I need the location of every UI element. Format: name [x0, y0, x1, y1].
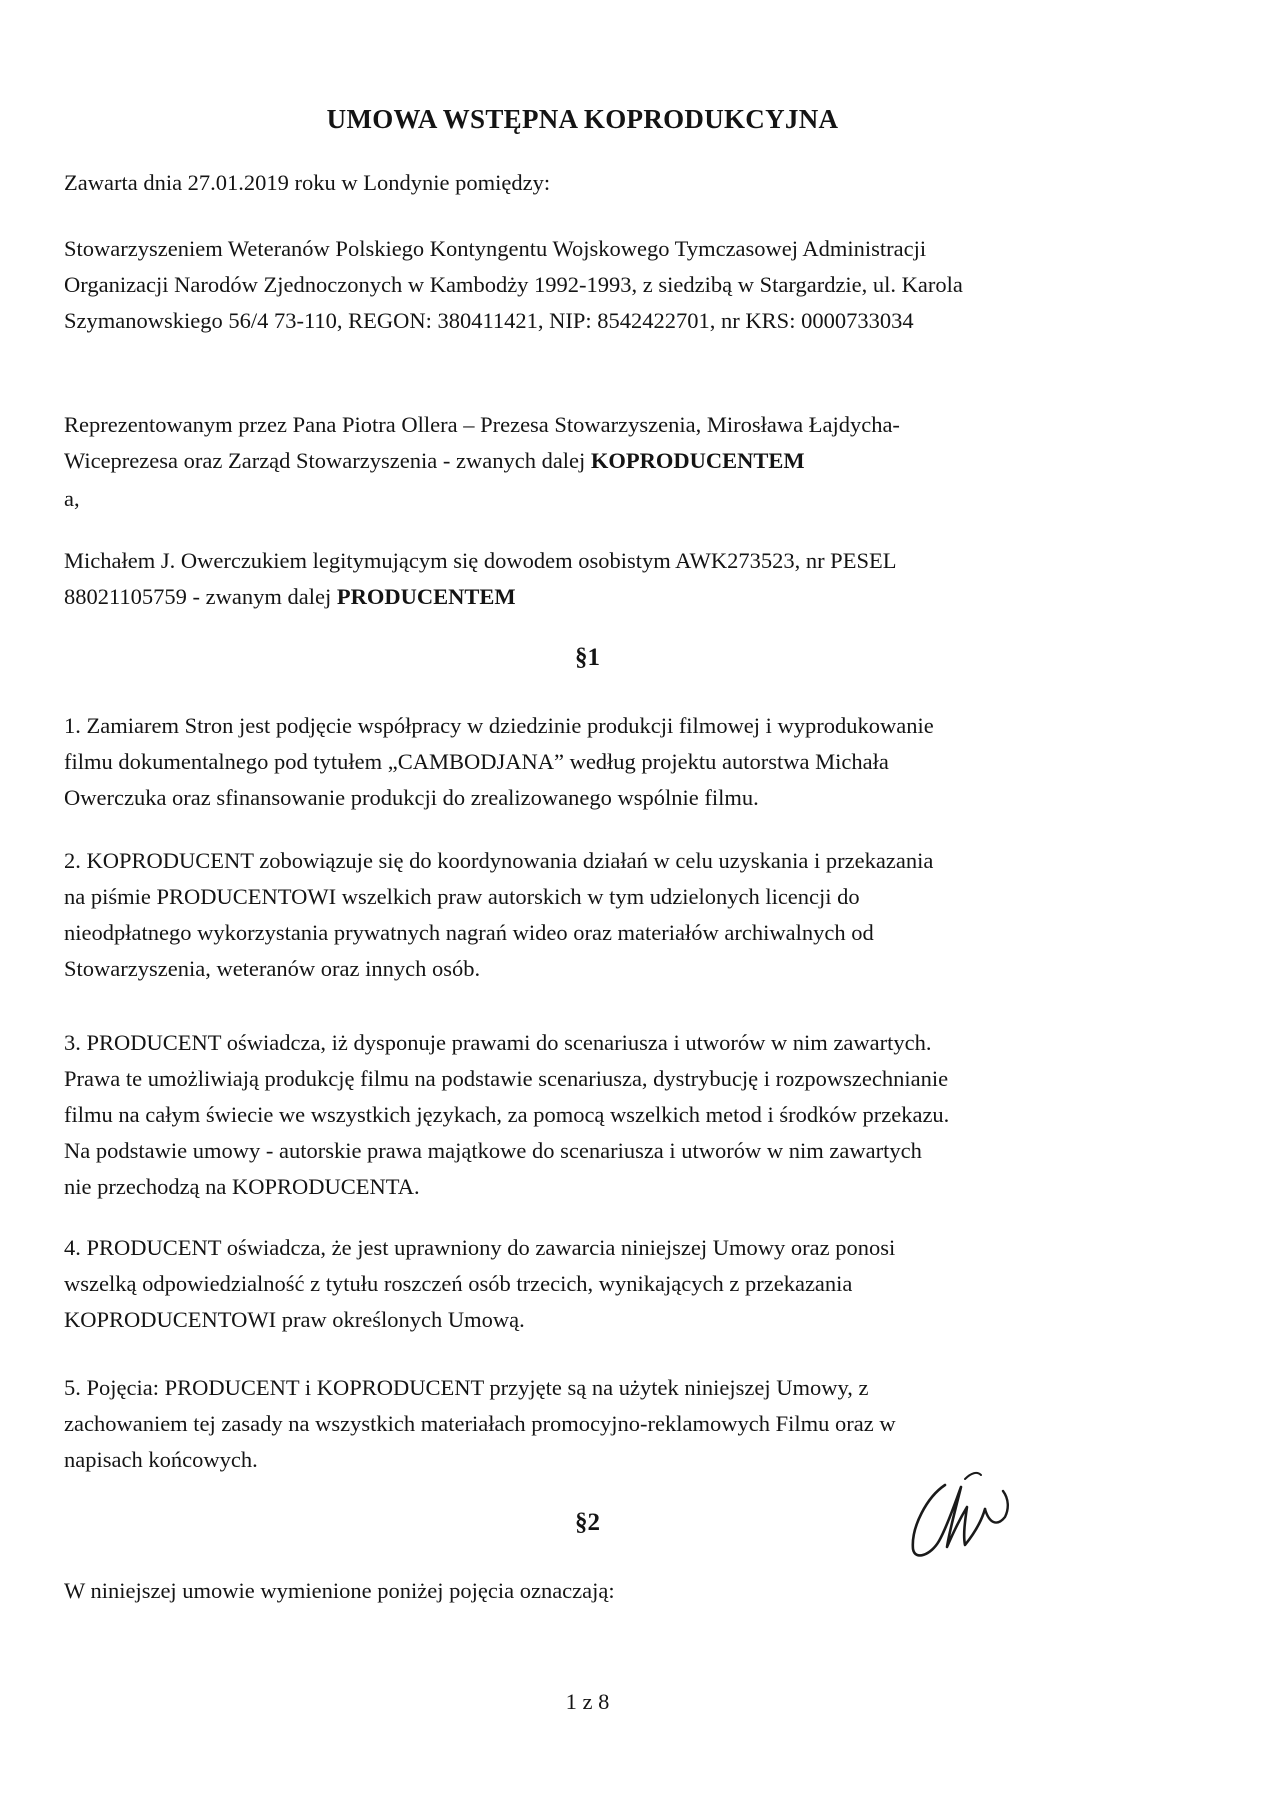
paragraph-line: filmu na całym świecie we wszystkich językach, za pomocą wszelkich metod i środków przekazu.	[64, 1102, 950, 1127]
represented-line: Reprezentowanym przez Pana Piotra Ollera – Prezesa Stowarzyszenia, Mirosława Łajdycha-	[64, 412, 900, 437]
handwritten-signature	[905, 1465, 1015, 1565]
party1-line: Organizacji Narodów Zjednoczonych w Kambodży 1992-1993, z siedzibą w Stargardzie, ul. Karola	[64, 272, 963, 297]
document-title: UMOWA WSTĘPNA KOPRODUKCYJNA	[326, 104, 839, 134]
intro-line: Zawarta dnia 27.01.2019 roku w Londynie pomiędzy:	[64, 170, 551, 195]
paragraph-line: Stowarzyszenia, weteranów oraz innych osób.	[64, 956, 481, 981]
paragraph-line: filmu dokumentalnego pod tytułem „CAMBODJANA” według projektu autorstwa Michała	[64, 749, 889, 774]
paragraph-line: 3. PRODUCENT oświadcza, iż dysponuje prawami do scenariusza i utworów w nim zawartych.	[64, 1030, 932, 1055]
section-heading: §2	[575, 1509, 600, 1536]
party2-line: Michałem J. Owerczukiem legitymującym się dowodem osobistym AWK273523, nr PESEL	[64, 548, 897, 573]
producent-term: PRODUCENTEM	[336, 584, 516, 609]
paragraph-line: Prawa te umożliwiają produkcję filmu na podstawie scenariusza, dystrybucję i rozpowszechnianie	[64, 1066, 949, 1091]
paragraph-line: Owerczuka oraz sfinansowanie produkcji do zrealizowanego wspólnie filmu.	[64, 785, 759, 810]
paragraph-line: wszelką odpowiedzialność z tytułu roszczeń osób trzecich, wynikających z przekazania	[64, 1271, 853, 1296]
represented-text: Wiceprezesa oraz Zarząd Stowarzyszenia - zwanych dalej	[64, 448, 591, 473]
party2-line	[64, 582, 516, 612]
paragraph-line: 4. PRODUCENT oświadcza, że jest uprawniony do zawarcia niniejszej Umowy oraz ponosi	[64, 1235, 896, 1260]
paragraph-line: KOPRODUCENTOWI praw określonych Umową.	[64, 1307, 525, 1332]
paragraph-line: Na podstawie umowy - autorskie prawa majątkowe do scenariusza i utworów w nim zawartych	[64, 1138, 922, 1163]
paragraph-line: W niniejszej umowie wymienione poniżej pojęcia oznaczają:	[64, 1578, 615, 1603]
party2-text: 88021105759 - zwanym dalej	[64, 584, 337, 609]
party1-line: Szymanowskiego 56/4 73-110, REGON: 380411421, NIP: 8542422701, nr KRS: 0000733034	[64, 308, 914, 333]
paragraph-line: na piśmie PRODUCENTOWI wszelkich praw autorskich w tym udzielonych licencji do	[64, 884, 860, 909]
paragraph-line: 1. Zamiarem Stron jest podjęcie współpracy w dziedzinie produkcji filmowej i wyprodukowanie	[64, 713, 934, 738]
represented-line: a,	[64, 486, 80, 511]
koproducent-term: KOPRODUCENTEM	[590, 448, 805, 473]
paragraph-line: 5. Pojęcia: PRODUCENT i KOPRODUCENT przyjęte są na użytek niniejszej Umowy, z	[64, 1375, 869, 1400]
section-heading: §1	[575, 644, 600, 671]
paragraph-line: napisach końcowych.	[64, 1447, 258, 1472]
represented-line	[64, 446, 805, 476]
paragraph-line: zachowaniem tej zasady na wszystkich materiałach promocyjno-reklamowych Filmu oraz w	[64, 1411, 896, 1436]
paragraph-line: nieodpłatnego wykorzystania prywatnych nagrań wideo oraz materiałów archiwalnych od	[64, 920, 874, 945]
party1-line: Stowarzyszeniem Weteranów Polskiego Kontyngentu Wojskowego Tymczasowej Administracji	[64, 236, 927, 261]
page-number: 1 z 8	[565, 1689, 610, 1714]
paragraph-line: 2. KOPRODUCENT zobowiązuje się do koordynowania działań w celu uzyskania i przekazania	[64, 848, 934, 873]
paragraph-line: nie przechodzą na KOPRODUCENTA.	[64, 1174, 420, 1199]
